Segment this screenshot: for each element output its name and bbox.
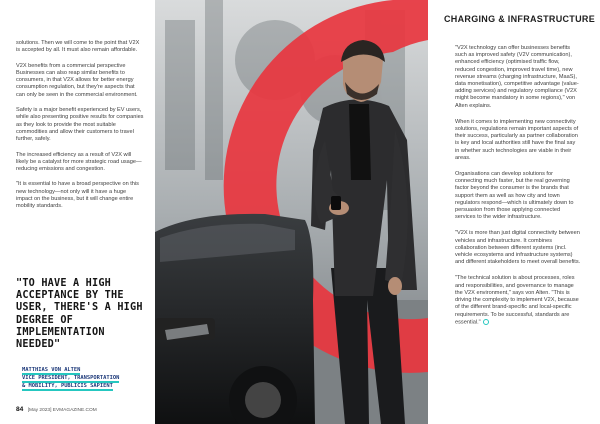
quote-attribution — [22, 366, 152, 390]
left-paragraph-1: solutions. Then we will come to the point that V2X is accepted by all. It must also remain affordable. — [16, 40, 140, 54]
attribution-title-line-2: & MOBILITY, PUBLICIS SAPIENT — [22, 383, 113, 389]
article-photo — [155, 0, 428, 424]
right-paragraph-1: "V2X technology can offer businesses benefits such as improved safety (V2V communication), enhanced efficiency (optimised traffic flow, reduced congestion, improved travel time), new revenue streams (charging infrastructure, MaaS), data monetisation), competitive advantage (value-adding services) and regulatory compliance (V2X might become mandatory in some regions)," von Alten explains. — [455, 45, 579, 109]
attribution-name: MATTHIAS VON ALTEN — [22, 367, 81, 373]
right-paragraph-5 — [455, 275, 581, 326]
right-column — [455, 45, 581, 335]
attribution-title-line-1: VICE PRESIDENT, TRANSPORTATION — [22, 375, 120, 381]
left-column — [16, 40, 144, 219]
photo-illustration — [155, 0, 428, 424]
page-footer — [16, 406, 97, 413]
issue-label: [May 2023] EVMAGAZINE.COM — [27, 408, 97, 413]
page-number: 84 — [16, 406, 24, 413]
left-paragraph-5: "It is essential to have a broad perspective on this new technology—not only will it have a huge impact on the business, but it will change entire mobility standards. — [16, 181, 139, 210]
pull-quote: "TO HAVE A HIGH ACCEPTANCE BY THE USER, THERE'S A HIGH DEGREE OF IMPLEMENTATION NEEDED" — [16, 278, 143, 351]
left-paragraph-3: Safety is a major benefit experienced by EV users, while also presenting positive results for companies as they look to provide the most suitable commodities and allow their customers to travel further, safely. — [16, 107, 144, 143]
right-paragraph-3: Organisations can develop solutions for connecting much faster, but the real governing factor beyond the consumer is the brands that support them as well as how city and town regulators respond—which is ultimately down to persuasion from those applying connected services to the wider infrastructure. — [455, 171, 574, 221]
left-paragraph-4: The increased efficiency as a result of V2X will likely be a catalyst for more strategic road usage—reducing emissions and congestion. — [16, 151, 142, 173]
right-paragraph-2: When it comes to implementing new connectivity solutions, regulations remain important aspects of their success, particularly as partner collaboration is key and local authorities still have the final say in whether such technologies are viable in their areas. — [455, 118, 579, 161]
article-end-icon — [483, 319, 489, 325]
right-paragraph-4: "V2X is more than just digital connectivity between vehicles and infrastructure. It combines collaboration between different systems (incl. vehicle ecosystems and infrastructure systems) and different stakeholders to meet overall benefits. — [455, 230, 581, 266]
left-paragraph-2: V2X benefits from a commercial perspective Businesses can also reap similar benefits to consumers, in that V2X allows for better energy consumption regulation, but they're aspects that can only be seen in the commercial environment. — [16, 62, 138, 98]
right-paragraph-5-text: "The technical solution is about processes, roles and responsibilities, and governance to manage the V2X environment," says von Alten. "This is driving the complexity to implement V2X, because of the different brand-specific and local-specific requirements. To be successful, standards are essential." — [455, 275, 579, 326]
section-title: CHARGING & INFRASTRUCTURE — [444, 14, 595, 24]
